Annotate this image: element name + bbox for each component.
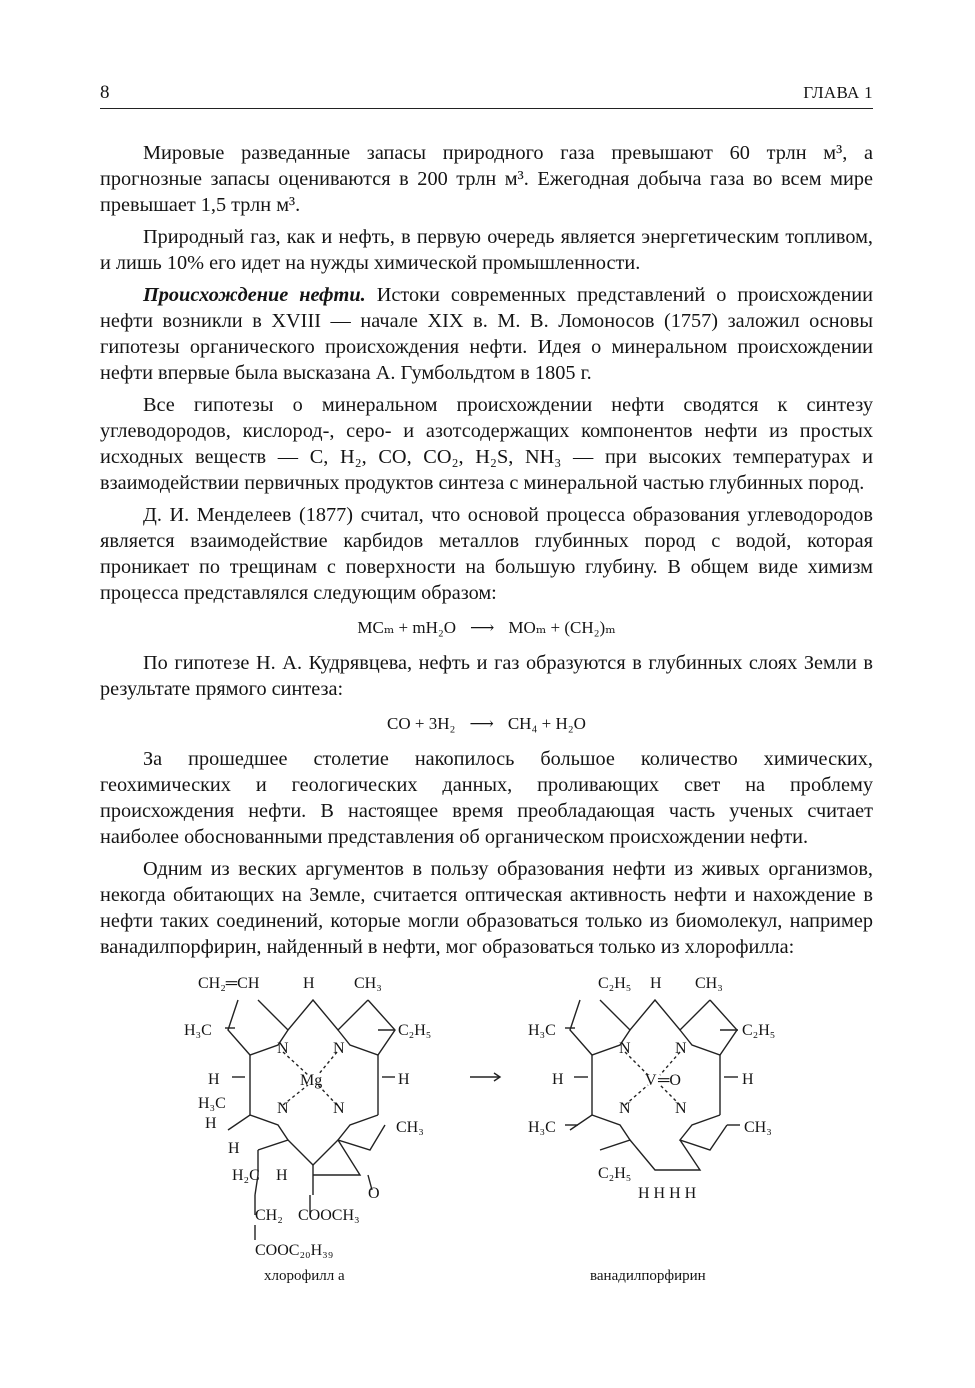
formula-label: N	[333, 1100, 345, 1117]
formula-label: N	[619, 1100, 631, 1117]
paragraph-text: Истоки современных представлений о происхождении нефти возникли в XVIII — начале XIX в. М. В. Ломоносов (1757) заложил основы гипотезы органического происхождения нефти. Идея о минеральном происхождении нефти впервые была высказана А. Гумбольдтом в 1805 г.	[100, 284, 873, 384]
formula-label: N	[619, 1040, 631, 1057]
paragraph: Одним из веских аргументов в пользу образования нефти из живых организмов, некогда обитающих на Земле, считается оптическая активность нефти и нахождение в нефти таких соединений, которые могли образоваться только из биомолекул, например ванадилпорфирин, найденный в нефти, мог образоваться только из хлорофилла:	[100, 858, 873, 958]
formula-label: N	[333, 1040, 345, 1057]
formula-label: H	[303, 975, 315, 992]
paragraph: Все гипотезы о минеральном происхождении нефти сводятся к синтезу углеводородов, кислород-, серо- и азотсодержащих компонентов нефти из простых исходных веществ — C, H₂, CO, CO₂, H₂S, NH₃ — при высоких температурах и взаимодействии первичных продуктов синтеза с минеральной частью глубинных пород.	[100, 394, 873, 494]
formula-label: CH₃	[396, 1119, 424, 1136]
reaction-arrow: ⟶	[470, 618, 495, 637]
vanadylporphyrin-structure	[565, 1000, 740, 1170]
formula-label: H	[552, 1071, 564, 1088]
formula-label: CH₃	[695, 975, 723, 992]
figure-caption-chlorophyll: хлорофилл a	[264, 1268, 345, 1284]
formula-label: N	[277, 1040, 289, 1057]
formula-label: H	[228, 1140, 240, 1157]
paragraph: За прошедшее столетие накопилось большое количество химических, геохимических и геологических данных, проливающих свет на проблему происхождения нефти. В настоящее время преобладающая часть ученых считает наиболее обоснованными представления об органическом происхождении нефти.	[100, 748, 873, 848]
formula-label: C₂H₅	[398, 1022, 432, 1039]
formula-label: H₂C	[232, 1167, 260, 1184]
paragraph: Д. И. Менделеев (1877) считал, что основой процесса образования углеводородов является взаимодействие карбидов металлов глубинных пород с водой, которая проникает по трещинам с поверхности на большую глубину. В общем виде химизм процесса представлялся следующим образом:	[100, 504, 873, 604]
formula-label: H₃C	[528, 1119, 556, 1136]
equation-right: MOₘ + (CH₂)ₘ	[508, 618, 616, 637]
formula-label: H	[205, 1115, 217, 1132]
formula-label: CH₃	[744, 1119, 772, 1136]
formula-label: COOC₂₀H₃₉	[255, 1242, 334, 1259]
formula-label: H	[398, 1071, 410, 1088]
formula-label: CH₃	[354, 975, 382, 992]
paragraph: По гипотезе Н. А. Кудрявцева, нефть и газ образуются в глубинных слоях Земли в результате прямого синтеза:	[100, 652, 873, 700]
equation-left: MCₘ + mH₂O	[357, 618, 457, 637]
formula-label: COOCH₃	[298, 1207, 360, 1224]
formula-label: CH₂	[255, 1207, 283, 1224]
formula-label: ═O	[658, 1072, 681, 1089]
paragraph: Природный газ, как и нефть, в первую очередь является энергетическим топливом, и лишь 10% его идет на нужды химической промышленности.	[100, 226, 873, 274]
paragraph-with-heading	[100, 282, 873, 386]
formula-label: CH₂═CH	[198, 975, 260, 992]
formula-label: H₃C	[198, 1095, 226, 1112]
paragraph: Мировые разведанные запасы природного газа превышают 60 трлн м³, а прогнозные запасы оцениваются в 200 трлн м³. Ежегодная добыча газа во всем мире превышает 1,5 трлн м³.	[100, 142, 873, 216]
formula-label: Mg	[300, 1072, 323, 1089]
page-body	[100, 140, 873, 966]
formula-label: H	[276, 1167, 288, 1184]
formula-label: N	[675, 1100, 687, 1117]
formula-label: H	[742, 1071, 754, 1088]
equation-kudryavtsev	[100, 708, 873, 740]
equation-mendeleev	[100, 612, 873, 644]
formula-label: V	[645, 1072, 657, 1089]
formula-label: H₃C	[528, 1022, 556, 1039]
page-number: 8	[100, 82, 110, 103]
reaction-arrow: ⟶	[469, 714, 494, 733]
equation-left: CO + 3H₂	[387, 714, 456, 733]
formula-label: N	[277, 1100, 289, 1117]
formula-label: C₂H₅	[742, 1022, 776, 1039]
chapter-label: ГЛАВА 1	[803, 83, 873, 102]
formula-label: C₂H₅	[598, 975, 632, 992]
formula-label: H H H H	[638, 1185, 697, 1202]
figure-caption-vanadylporphyrin: ванадилпорфирин	[590, 1268, 706, 1284]
formula-label: N	[675, 1040, 687, 1057]
formula-label: H₃C	[184, 1022, 212, 1039]
formula-label: H	[208, 1071, 220, 1088]
formula-label: H	[650, 975, 662, 992]
chlorophyll-structure	[225, 1000, 395, 1240]
formula-label: O	[368, 1185, 380, 1202]
equation-right: CH₄ + H₂O	[507, 714, 586, 733]
formula-label: C₂H₅	[598, 1165, 632, 1182]
page-header	[100, 82, 873, 109]
inline-heading: Происхождение нефти.	[143, 284, 366, 306]
